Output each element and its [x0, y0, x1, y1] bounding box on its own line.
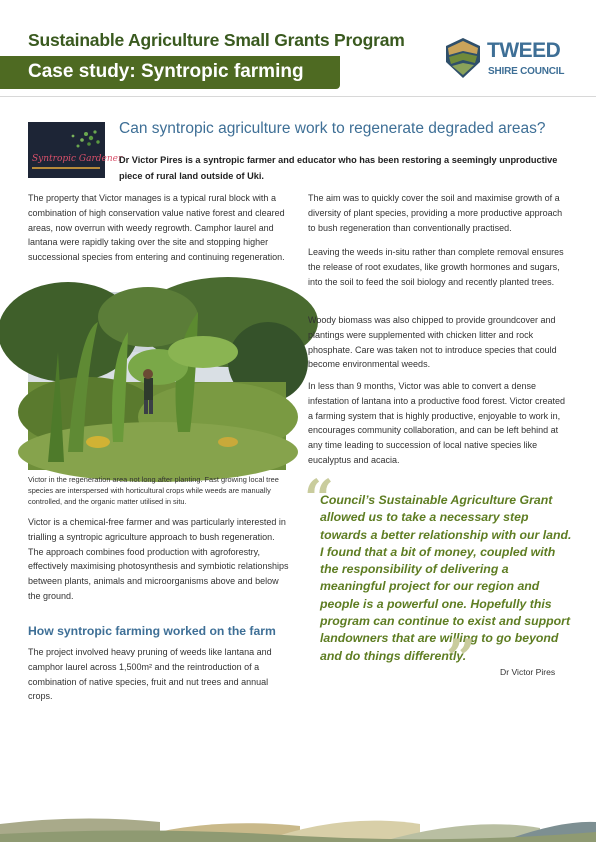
- council-logo-name: TWEED: [487, 39, 561, 62]
- syntropic-gardener-logo: [28, 122, 123, 178]
- left-paragraph-1: The property that Victor manages is a typical rural block with a combination of high conservation value native forest and cleared areas, now overrun with weedy regrowth. Camphor laurel and lantana were rapidly taking over the site and stopping higher successional species from entering and continuing regeneration.: [28, 193, 285, 263]
- tweed-shire-council-logo-icon: [443, 36, 483, 80]
- lead-intro: Dr Victor Pires is a syntropic farmer and educator who has been restoring a seemingly unproductive piece of rural land outside of Uki.: [119, 155, 558, 181]
- syntropic-gardener-wordmark: Syntropic Gardener: [32, 154, 123, 164]
- right-paragraph-4: In less than 9 months, Victor was able to convert a dense infestation of lantana into a productive food forest. Victor created a farming system that is highly productive, enjoyable to work in, encourages community collaboration, and can be left behind at any time leading to succession of local native species like eucalyptus and acacia.: [308, 381, 565, 465]
- photo-caption: Victor in the regeneration area not long after planting. Fast growing local tree species are interspersed with horticultural crops while weeds are manually controlled, and the organic matter utilised in situ.: [28, 475, 279, 506]
- regeneration-area-photo: [28, 292, 286, 470]
- council-logo-subname: SHIRE COUNCIL: [488, 66, 565, 77]
- left-paragraph-2: Victor is a chemical-free farmer and was particularly interested in trialling a syntropic agriculture approach to bush regeneration. The approach combines food production with agroforestry, effectively maximising photosynthesis and symbiotic relationships between plants, animals and microorganisms above and below the ground.: [28, 517, 289, 601]
- section-subheading: How syntropic farming worked on the farm: [28, 624, 276, 638]
- footer-landscape-band: [0, 812, 596, 842]
- logo-underline: [32, 167, 100, 169]
- program-title: Sustainable Agriculture Small Grants Program: [28, 30, 405, 50]
- case-study-title: Case study: Syntropic farming: [28, 61, 304, 82]
- lead-heading: Can syntropic agriculture work to regenerate degraded areas?: [119, 120, 546, 137]
- right-paragraph-2: Leaving the weeds in-situ rather than complete removal ensures the release of root exudates, like growth hormones and sugars, into the soil to feed the soil biology and recently planted trees.: [308, 247, 564, 287]
- testimonial-quote: Council’s Sustainable Agriculture Grant allowed us to take a necessary step towards a better relationship with our land. I found that a bit of money, coupled with the responsibility of delivering a meaningful project for our region and people is a powerful one. Hopefully this program can continue to exist and support landowners that are willing to go beyond and do things differently.: [320, 493, 572, 663]
- right-paragraph-3: Woody biomass was also chipped to provide groundcover and plantings were supplemented with chicken litter and rock phosphate. Care was taken not to introduce species that could become environmental weeds.: [308, 315, 557, 370]
- quote-author: Dr Victor Pires: [500, 667, 556, 677]
- right-paragraph-1: The aim was to quickly cover the soil and maximise growth of a diversity of plant species, providing a more productive approach to bush regeneration than conventionally practised.: [308, 193, 563, 233]
- header-divider: [0, 96, 596, 97]
- close-quote-mark: ”: [446, 629, 476, 690]
- open-quote-mark: “: [304, 469, 334, 530]
- left-paragraph-3: The project involved heavy pruning of weeds like lantana and camphor laurel across 1,500m² and the reintroduction of a combination of native species, fruit and nut trees and annual crops.: [28, 647, 272, 702]
